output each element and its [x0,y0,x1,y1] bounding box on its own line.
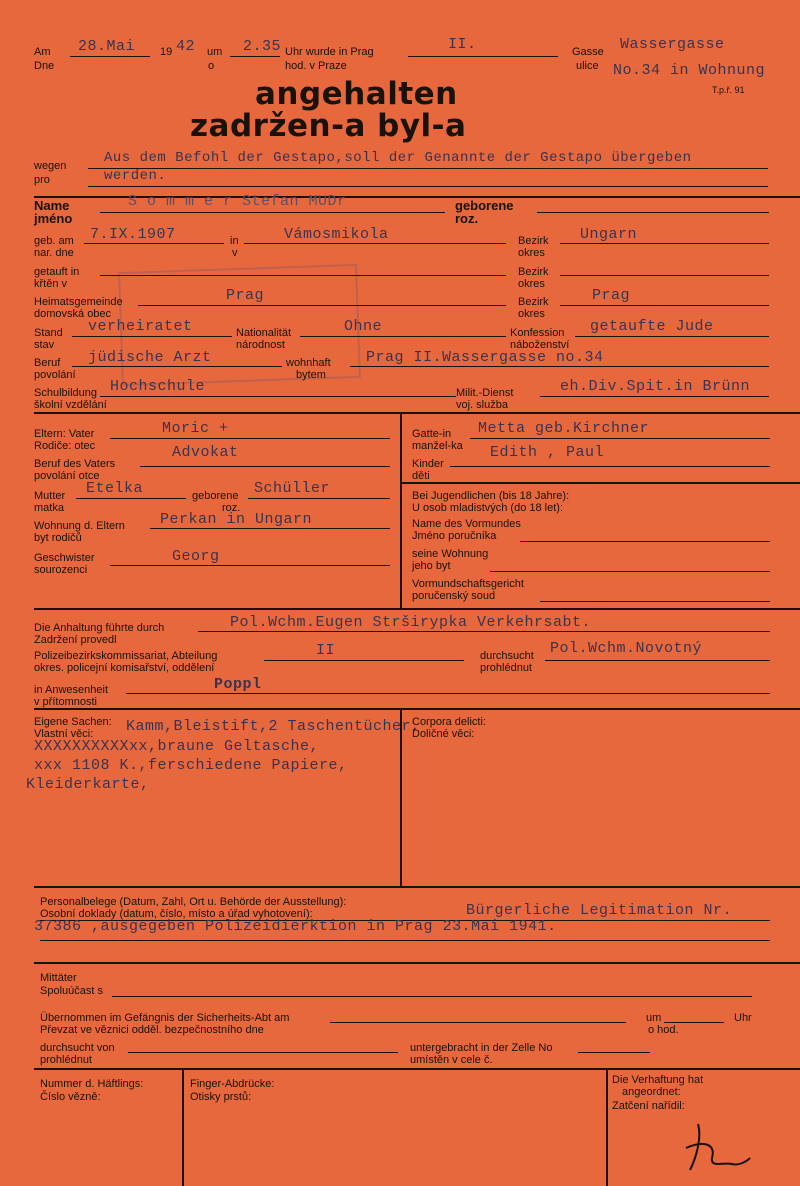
label-otisky: Otisky prstů: [190,1091,252,1103]
birth-district: Ungarn [580,226,638,243]
label-heimat: Heimatsgemeinde [34,296,123,308]
durchs-value: Pol.Wchm.Novotný [550,640,703,657]
belongings-line4: Kleiderkarte, [26,776,150,793]
label-spoluucast: Spoluúčast s [40,985,103,997]
gatte-value: Metta geb.Kirchner [478,420,650,437]
label-krten: křtěn v [34,278,68,290]
label-jugend: Bei Jugendlichen (bis 18 Jahre): [412,490,570,502]
wohn-value: Prag II.Wassergasse no.34 [366,349,604,366]
label-mittaeter: Mittäter [40,972,77,984]
year-value: 42 [176,38,196,55]
date-value: 28.Mai [78,38,136,55]
bez-value: II [316,642,336,659]
vater-value: Moric + [162,420,229,437]
label-stand: Stand [34,327,63,339]
label-vater: Eltern: Vater [34,428,95,440]
label-personalbelege: Personalbelege (Datum, Zahl, Ort u. Behörde der Ausstellung): [40,896,347,908]
label-okres1: okres [518,247,545,259]
label-osobni-doklady: Osobní doklady (datum, číslo, místo a úřad vyhotovení): [40,908,313,920]
label-in: in [230,235,239,247]
heimat-value: Prag [226,287,265,304]
label-prohlednut2: prohlédnut [40,1054,92,1066]
label-domovska: domovská obec [34,308,112,320]
label-vlastni: Vlastní věci: [34,728,94,740]
geb-value: Schüller [254,480,331,497]
label-durchsucht-von: durchsucht von [40,1042,115,1054]
label-cele: umístěn v cele č. [410,1054,493,1066]
label-sourozenci: sourozenci [34,564,88,576]
label-stav: stav [34,339,55,351]
label-nummer: Nummer d. Häftlings: [40,1078,144,1090]
belongings-line3: xxx 1108 K.,ferschiedene Papiere, [34,757,348,774]
doc-line1: Bürgerliche Legitimation Nr. [466,902,733,919]
label-povolani: povolání [34,369,76,381]
label-footer-um: um [646,1012,662,1024]
label-milit: Milit.-Dienst [456,387,514,399]
label-porucnik: Jméno poručníka [412,530,497,542]
label-p-roz: roz. [222,502,241,514]
label-gatte: Gatte-in [412,428,452,440]
label-schul: Schulbildung [34,387,97,399]
label-v: v [232,247,238,259]
label-finger: Finger-Abdrücke: [190,1078,275,1090]
label-okres3: okres [518,308,545,320]
label-wohnung-eltern: Wohnung d. Eltern [34,520,125,532]
label-bezirk2: Bezirk [518,266,549,278]
form-code: T.p.ř. 91 [712,85,745,95]
label-vormund: Name des Vormundes [412,518,521,530]
title-cz: zadržen-a byl-a [190,108,467,144]
label-jeho-byt: jeho byt [412,560,451,572]
label-seine-wohnung: seine Wohnung [412,548,489,560]
label-corpora: Corpora delicti: [412,716,486,728]
mutter-value: Etelka [86,480,144,497]
time-value: 2.35 [243,38,282,55]
label-narodnost: národnost [236,339,285,351]
label-uhr: Uhr wurde in Prag [285,46,374,58]
label-verhaftung: Die Verhaftung hat [612,1074,704,1086]
label-povolani-otce: povolání otce [34,470,100,482]
label-pro: pro [34,174,50,186]
label-pritomnosti: v přítomnosti [34,696,97,708]
milit-value: eh.Div.Spit.in Brünn [560,378,751,395]
label-roz: roz. [455,211,479,226]
label-cislo-vezne: Číslo vězně: [40,1091,101,1103]
label-okres2: okres [518,278,545,290]
schul-value: Hochschule [110,378,206,395]
label-getauft: getauft in [34,266,80,278]
label-hod: hod. v Praze [285,60,347,72]
label-mutter: Mutter [34,490,66,502]
label-zadrzeni: Zadržení provedl [34,634,117,646]
stand-value: verheiratet [88,318,193,335]
reason-line1: Aus dem Befohl der Gestapo,soll der Genannte der Gestapo übergeben [104,150,692,166]
label-porucensky: poručenský soud [412,590,496,602]
reason-line2: werden. [104,168,167,184]
durch-value: Pol.Wchm.Eugen Strširypka Verkehrsabt. [230,614,592,631]
label-dne: Dne [34,60,55,72]
konf-value: getaufte Jude [590,318,714,335]
beruf-value: jüdische Arzt [88,349,212,366]
label-geb: geb. am [34,235,74,247]
label-gasse: Gasse [572,46,604,58]
label-otec: Rodiče: otec [34,440,96,452]
label-year: 19 [160,46,173,58]
label-beruf: Beruf [34,357,61,369]
wohn-eltern-value: Perkan in Ungarn [160,511,313,528]
label-skolni: školní vzdělání [34,399,107,411]
label-footer-uhr: Uhr [734,1012,752,1024]
label-name: Name [34,198,70,213]
birth-date: 7.IX.1907 [90,226,176,243]
heimat-district: Prag [592,287,631,304]
anw-value: Poppl [214,676,262,693]
label-eigene: Eigene Sachen: [34,716,112,728]
belongings-line2: XXXXXXXXXXxx,braune Geltasche, [34,738,320,755]
label-beruf-vater: Beruf des Vaters [34,458,116,470]
label-geschwister: Geschwister [34,552,95,564]
title-de: angehalten [255,76,458,112]
label-p-geborene: geborene [192,490,239,502]
label-ulice: ulice [576,60,599,72]
nat-value: Ohne [344,318,383,335]
label-nar: nar. dne [34,247,74,259]
birth-place: Vámosmikola [284,226,389,243]
gesch-value: Georg [172,548,220,565]
label-byt-rodicu: byt rodičů [34,532,82,544]
label-am: Am [34,46,51,58]
label-manzel: manžel-ka [412,440,463,452]
label-jmeno: jméno [34,211,73,226]
label-o: o [208,60,215,72]
label-bezirkskommissariat: Polizeibezirkskommissariat, Abteilung [34,650,218,662]
label-deti: děti [412,470,430,482]
label-kinder: Kinder [412,458,444,470]
label-anhaltung: Die Anhaltung führte durch [34,622,165,634]
kinder-value: Edith , Paul [490,444,605,461]
label-konfession: Konfession [510,327,565,339]
label-wohnhaft: wohnhaft [286,357,331,369]
label-um: um [207,46,223,58]
label-wegen: wegen [34,160,67,172]
district-value: II. [448,36,477,53]
label-footer-hod: o hod. [648,1024,679,1036]
bv-value: Advokat [172,444,239,461]
label-matka: matka [34,502,64,514]
label-zelle: untergebracht in der Zelle No [410,1042,553,1054]
label-uebernommen: Übernommen im Gefängnis der Sicherheits-Abt am [40,1012,290,1024]
name-value: S o m m e r Stefan MUDr [128,193,347,210]
label-nabozenstvi: náboženství [510,339,570,351]
label-durchsucht: durchsucht [480,650,534,662]
doc-line2: 37386 ,ausgegeben Polizeidierktion in Prag 23.Mai 1941. [34,918,557,935]
label-bezirk1: Bezirk [518,235,549,247]
house-value: No.34 in Wohnung [613,62,766,79]
label-prohlednut: prohlédnut [480,662,532,674]
label-anwesenheit: in Anwesenheit [34,684,108,696]
label-voj: voj. služba [456,399,508,411]
belongings-line1: Kamm,Bleistift,2 Taschentücher, [126,718,421,735]
label-angeordnet: angeordnet: [622,1086,681,1098]
label-dolicne: Doličné věci: [412,728,475,740]
label-bezirk3: Bezirk [518,296,549,308]
label-zatceni: Zatčení nařídil: [612,1100,685,1112]
signature [676,1118,756,1178]
label-mladistvych: U osob mladistvých (do 18 let): [412,502,564,514]
label-bytem: bytem [296,369,326,381]
label-vormundschaft: Vormundschaftsgericht [412,578,524,590]
street-value: Wassergasse [620,36,725,53]
label-prevzat: Převzat ve věznici odděl. bezpečnostního dne [40,1024,264,1036]
label-komisarstvi: okres. policejní komisařství, oddělení [34,662,215,674]
label-geborene: geborene [455,198,514,213]
label-nationalitaet: Nationalität [236,327,292,339]
